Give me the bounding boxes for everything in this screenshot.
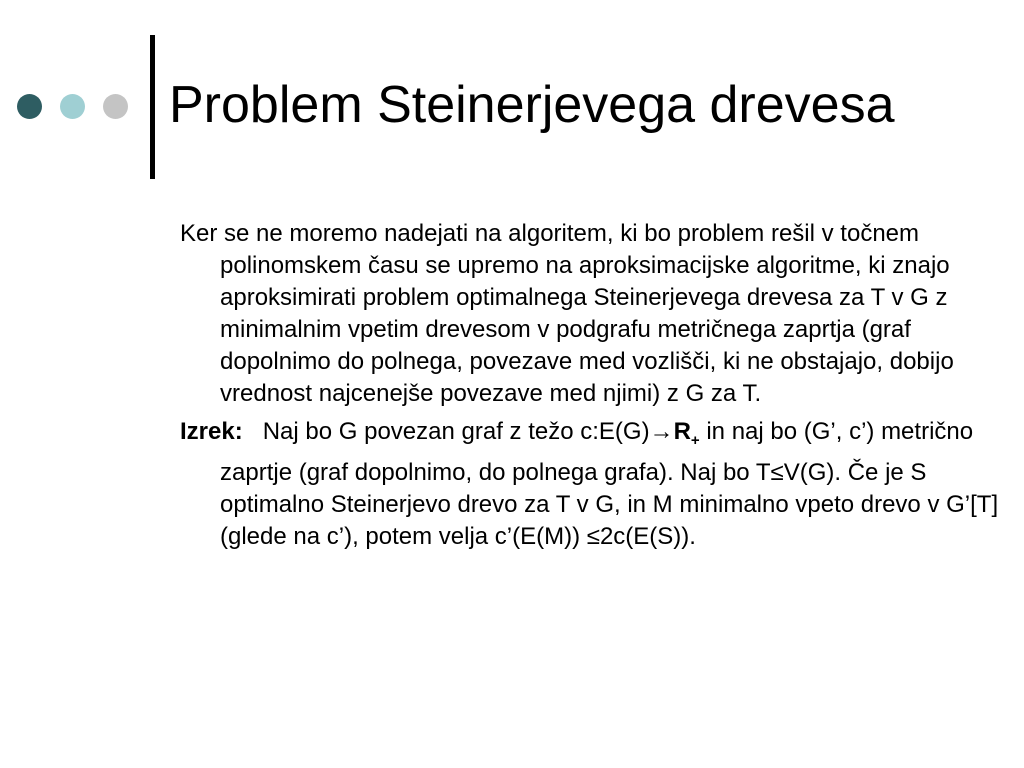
theorem-text-part1: Naj bo G povezan graf z težo c:E(G)→ <box>262 418 674 445</box>
decorative-dot-gray <box>103 94 128 119</box>
decorative-dot-light <box>60 94 85 119</box>
slide-title: Problem Steinerjevega drevesa <box>169 76 895 134</box>
paragraph-theorem <box>180 416 1005 553</box>
title-divider <box>150 35 155 179</box>
slide-body <box>180 218 1005 553</box>
paragraph-intro: Ker se ne moremo nadejati na algoritem, ki bo problem rešil v točnem polinomskem času se upremo na aproksimacijske algoritme, ki znajo aproksimirati problem optimalnega Steinerjevega drevesa za T v G z minimalnim vpetim drevesom v podgrafu metričnega zaprtja (graf dopolnimo do polnega, povezave med vozlišči, ki ne obstajajo, dobijo vrednost najcenejše povezave med njimi) z G za T. <box>180 220 954 407</box>
theorem-real-subscript: + <box>690 432 700 449</box>
theorem-real-symbol: R <box>673 418 691 445</box>
theorem-label: Izrek: <box>180 418 243 445</box>
theorem-text-part2: in naj bo (G’, c’) metrično zaprtje (graf dopolnimo, do polnega grafa). Naj bo T≤V(G). Če je S optimalno Steinerjevo drevo za T v G, in M minimalno vpeto drevo v G’[T] (glede na c’), potem velja c’(E(M)) ≤2c(E(S)). <box>220 418 999 550</box>
decorative-dot-dark <box>17 94 42 119</box>
